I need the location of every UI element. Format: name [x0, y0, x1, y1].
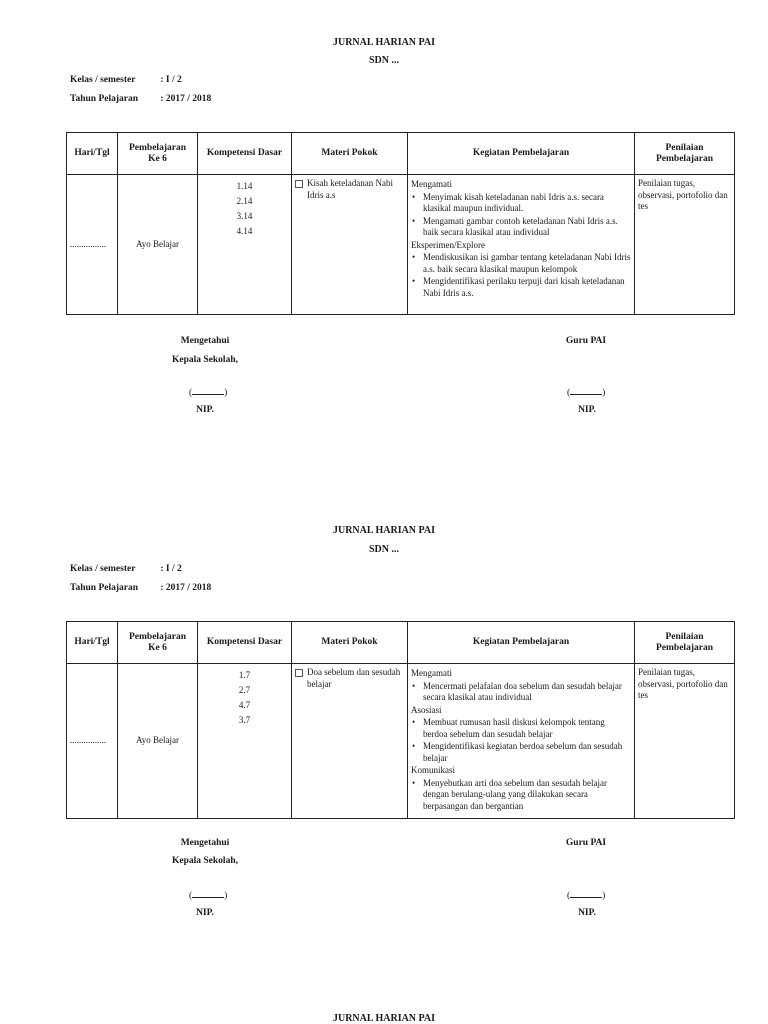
kegiatan-item: • Mengidentifikasi perilaku terpuji dari kisah keteladanan Nabi Idris a.s. — [411, 276, 631, 299]
table-row — [67, 664, 735, 819]
kd-item: 4.14 — [236, 226, 253, 236]
table-row — [67, 175, 735, 315]
kepala-label: Kepala Sekolah, — [172, 856, 238, 866]
header-kegiatan: Kegiatan Pembelajaran — [408, 622, 635, 664]
header-materi: Materi Pokok — [292, 133, 408, 175]
kelas-row — [70, 564, 182, 574]
tahun-value: : 2017 / 2018 — [160, 94, 212, 104]
kd-item: 2.14 — [236, 196, 253, 206]
school-name: SDN ... — [368, 55, 399, 66]
kepala-label: Kepala Sekolah, — [172, 355, 238, 365]
header-pembelajaran: Pembelajaran Ke 6 — [118, 133, 198, 175]
kepala-nip: NIP. — [196, 908, 214, 918]
kegiatan-item: • Mengamati gambar contoh keteladanan Nabi Idris a.s. baik secara klasikal atau individual — [411, 216, 631, 239]
kepala-signature-line: ( ) — [189, 891, 228, 901]
guru-label: Guru PAI — [565, 838, 607, 848]
document-title: JURNAL HARIAN PAI — [332, 37, 436, 48]
pembelajaran-cell: Ayo Belajar — [118, 664, 198, 819]
mengetahui-label: Mengetahui — [180, 336, 230, 346]
header-pembelajaran: Pembelajaran Ke 6 — [118, 622, 198, 664]
penilaian-cell: Penilaian tugas, observasi, portofolio dan tes — [635, 175, 735, 315]
kelas-value: : I / 2 — [160, 564, 182, 574]
kelas-label: Kelas / semester — [70, 75, 136, 85]
hari-cell: ................ — [67, 175, 118, 315]
kepala-signature-line: ( ) — [189, 388, 228, 398]
tahun-value: : 2017 / 2018 — [160, 583, 212, 593]
hari-cell: ................ — [67, 664, 118, 819]
guru-label: Guru PAI — [565, 336, 607, 346]
kd-item: 4.7 — [238, 700, 251, 710]
table-header-row — [67, 622, 735, 664]
kegiatan-item: • Menyimak kisah keteladanan nabi Idris a.s. secara klasikal maupun individual. — [411, 192, 631, 215]
header-kegiatan: Kegiatan Pembelajaran — [408, 133, 635, 175]
guru-nip: NIP. — [578, 405, 596, 415]
tahun-label: Tahun Pelajaran — [70, 583, 139, 593]
kd-cell — [198, 664, 292, 819]
kegiatan-item: • Menyebutkan arti doa sebelum dan sesudah belajar dengan berulang-ulang yang dilakukan secara berpasangan dan bergantian — [411, 778, 631, 813]
header-hari: Hari/Tgl — [67, 622, 118, 664]
tahun-row — [70, 94, 211, 104]
header-kd: Kompetensi Dasar — [198, 133, 292, 175]
journal-table — [66, 621, 735, 819]
header-materi: Materi Pokok — [292, 622, 408, 664]
header-kd: Kompetensi Dasar — [198, 622, 292, 664]
checkbox-icon — [295, 180, 303, 188]
kegiatan-heading: Asosiasi — [411, 704, 442, 715]
penilaian-cell: Penilaian tugas, observasi, portofolio dan tes — [635, 664, 735, 819]
header-penilaian: Penilaian Pembelajaran — [635, 622, 735, 664]
kelas-value: : I / 2 — [160, 75, 182, 85]
kegiatan-item: • Mengidentifikasi kegiatan berdoa sebelum dan sesudah belajar — [411, 741, 631, 764]
kelas-row — [70, 75, 182, 85]
tahun-row — [70, 583, 211, 593]
header-hari: Hari/Tgl — [67, 133, 118, 175]
kd-cell — [198, 175, 292, 315]
kd-item: 3.7 — [238, 715, 251, 725]
materi-text: Doa sebelum dan sesudah belajar — [307, 667, 401, 689]
kd-item: 3.14 — [236, 211, 253, 221]
kd-item: 1.7 — [238, 670, 251, 680]
kegiatan-cell — [408, 175, 635, 315]
materi-text: Kisah keteladanan Nabi Idris a.s — [307, 178, 393, 200]
kegiatan-heading: Komunikasi — [411, 765, 455, 775]
kegiatan-item: • Mendiskusikan isi gambar tentang keteladanan Nabi Idris a.s. baik secara klasikal maupun kelompok — [411, 252, 631, 275]
kd-item: 2.7 — [238, 685, 251, 695]
guru-signature-line: ( ) — [567, 388, 606, 398]
pembelajaran-cell: Ayo Belajar — [118, 175, 198, 315]
materi-cell — [292, 664, 408, 819]
kegiatan-heading: Mengamati — [411, 668, 452, 678]
guru-nip: NIP. — [578, 908, 596, 918]
journal-table — [66, 132, 735, 315]
kelas-label: Kelas / semester — [70, 564, 136, 574]
kepala-nip: NIP. — [196, 405, 214, 415]
document-title: JURNAL HARIAN PAI — [332, 1013, 436, 1024]
table-header-row — [67, 133, 735, 175]
kegiatan-item: • Mencermati pelafalan doa sebelum dan sesudah belajar secara klasikal atau individual — [411, 681, 631, 704]
kegiatan-heading: Mengamati — [411, 179, 452, 189]
guru-signature-line: ( ) — [567, 891, 606, 901]
kegiatan-cell — [408, 664, 635, 819]
mengetahui-label: Mengetahui — [180, 838, 230, 848]
header-penilaian: Penilaian Pembelajaran — [635, 133, 735, 175]
document-title: JURNAL HARIAN PAI — [332, 525, 436, 536]
school-name: SDN ... — [368, 544, 399, 555]
kegiatan-heading: Eksperimen/Explore — [411, 239, 485, 250]
kegiatan-item: • Membuat rumusan hasil diskusi kelompok tentang berdoa sebelum dan sesudah belajar — [411, 717, 631, 740]
tahun-label: Tahun Pelajaran — [70, 94, 139, 104]
checkbox-icon — [295, 669, 303, 677]
kd-item: 1.14 — [236, 181, 253, 191]
materi-cell — [292, 175, 408, 315]
